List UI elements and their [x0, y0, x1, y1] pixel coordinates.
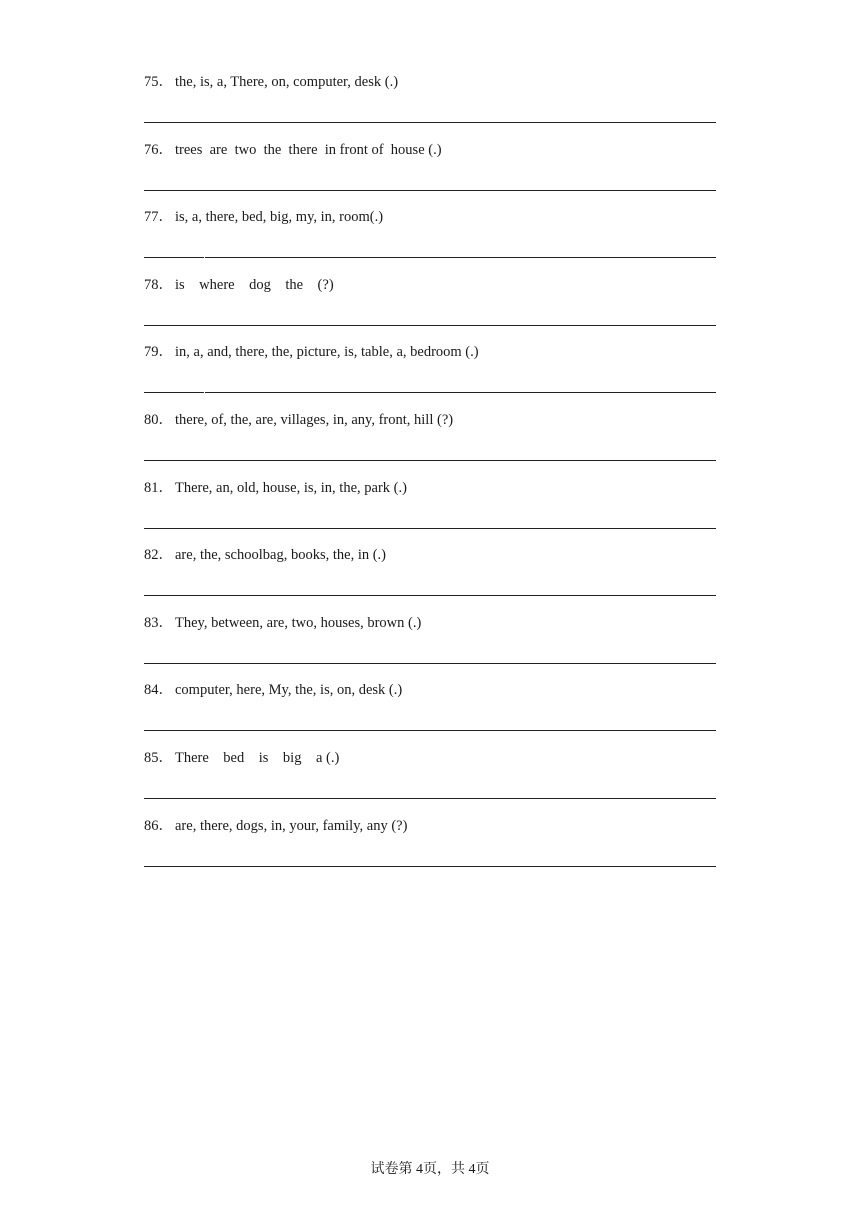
scrambled-words: are, there, dogs, in, your, family, any (?): [175, 817, 408, 834]
scrambled-words: in, a, and, there, the, picture, is, table, a, bedroom (.): [175, 344, 479, 361]
page-footer: 试卷第 4页，共 4页: [370, 1162, 490, 1177]
scrambled-words: There bed is big a (.): [175, 749, 340, 766]
question-number: 81．: [144, 479, 173, 496]
scrambled-words: the, is, a, There, on, computer, desk (.): [175, 74, 399, 90]
question-prompt: [144, 140, 442, 160]
question-number: 82．: [144, 547, 173, 564]
answer-line[interactable]: [144, 392, 716, 393]
answer-line[interactable]: [144, 866, 716, 867]
question-prompt: [144, 613, 421, 633]
question-82: [144, 545, 716, 613]
question-79: [144, 342, 716, 410]
question-number: 84．: [144, 682, 173, 699]
question-prompt: [144, 275, 334, 295]
scrambled-words: is, a, there, bed, big, my, in, room(.): [175, 209, 384, 226]
question-number: 83．: [144, 614, 173, 631]
question-prompt: [144, 545, 386, 565]
scrambled-words: is where dog the (?): [175, 276, 334, 293]
question-prompt: [144, 816, 407, 836]
question-prompt: [144, 342, 479, 362]
answer-line[interactable]: [144, 122, 716, 123]
scrambled-words: there, of, the, are, villages, in, any, front, hill (?): [175, 411, 454, 428]
answer-line[interactable]: [144, 663, 716, 664]
scrambled-words: There, an, old, house, is, in, the, park (.): [175, 479, 407, 496]
question-prompt: [144, 410, 453, 430]
answer-line[interactable]: [144, 460, 716, 461]
question-84: [144, 680, 716, 748]
question-number: 85．: [144, 749, 173, 766]
question-80: [144, 410, 716, 478]
question-list: [144, 72, 716, 883]
answer-line[interactable]: [144, 730, 716, 731]
answer-line[interactable]: [144, 528, 716, 529]
question-prompt: [144, 748, 339, 768]
question-number: 79．: [144, 344, 173, 361]
answer-line[interactable]: [144, 595, 716, 596]
question-85: [144, 748, 716, 816]
scrambled-words: computer, here, My, the, is, on, desk (.): [175, 682, 403, 699]
question-prompt: [144, 207, 383, 227]
scrambled-words: trees are two the there in front of house (.): [175, 141, 442, 158]
question-number: 78．: [144, 276, 173, 293]
question-77: [144, 207, 716, 275]
scrambled-words: are, the, schoolbag, books, the, in (.): [175, 547, 387, 564]
question-number: 76．: [144, 141, 173, 158]
answer-line[interactable]: [144, 325, 716, 326]
question-86: [144, 816, 716, 884]
question-75: [144, 72, 716, 140]
answer-line[interactable]: [144, 257, 716, 258]
scrambled-words: They, between, are, two, houses, brown (.): [175, 614, 422, 631]
question-number: 86．: [144, 817, 173, 834]
question-number: 75．: [144, 74, 173, 90]
answer-line[interactable]: [144, 798, 716, 799]
question-number: 80．: [144, 411, 173, 428]
question-prompt: [144, 680, 402, 700]
question-78: [144, 275, 716, 343]
answer-line[interactable]: [144, 190, 716, 191]
question-number: 77．: [144, 209, 173, 226]
question-76: [144, 140, 716, 208]
question-81: [144, 478, 716, 546]
question-83: [144, 613, 716, 681]
question-prompt: [144, 72, 398, 92]
question-prompt: [144, 478, 407, 498]
